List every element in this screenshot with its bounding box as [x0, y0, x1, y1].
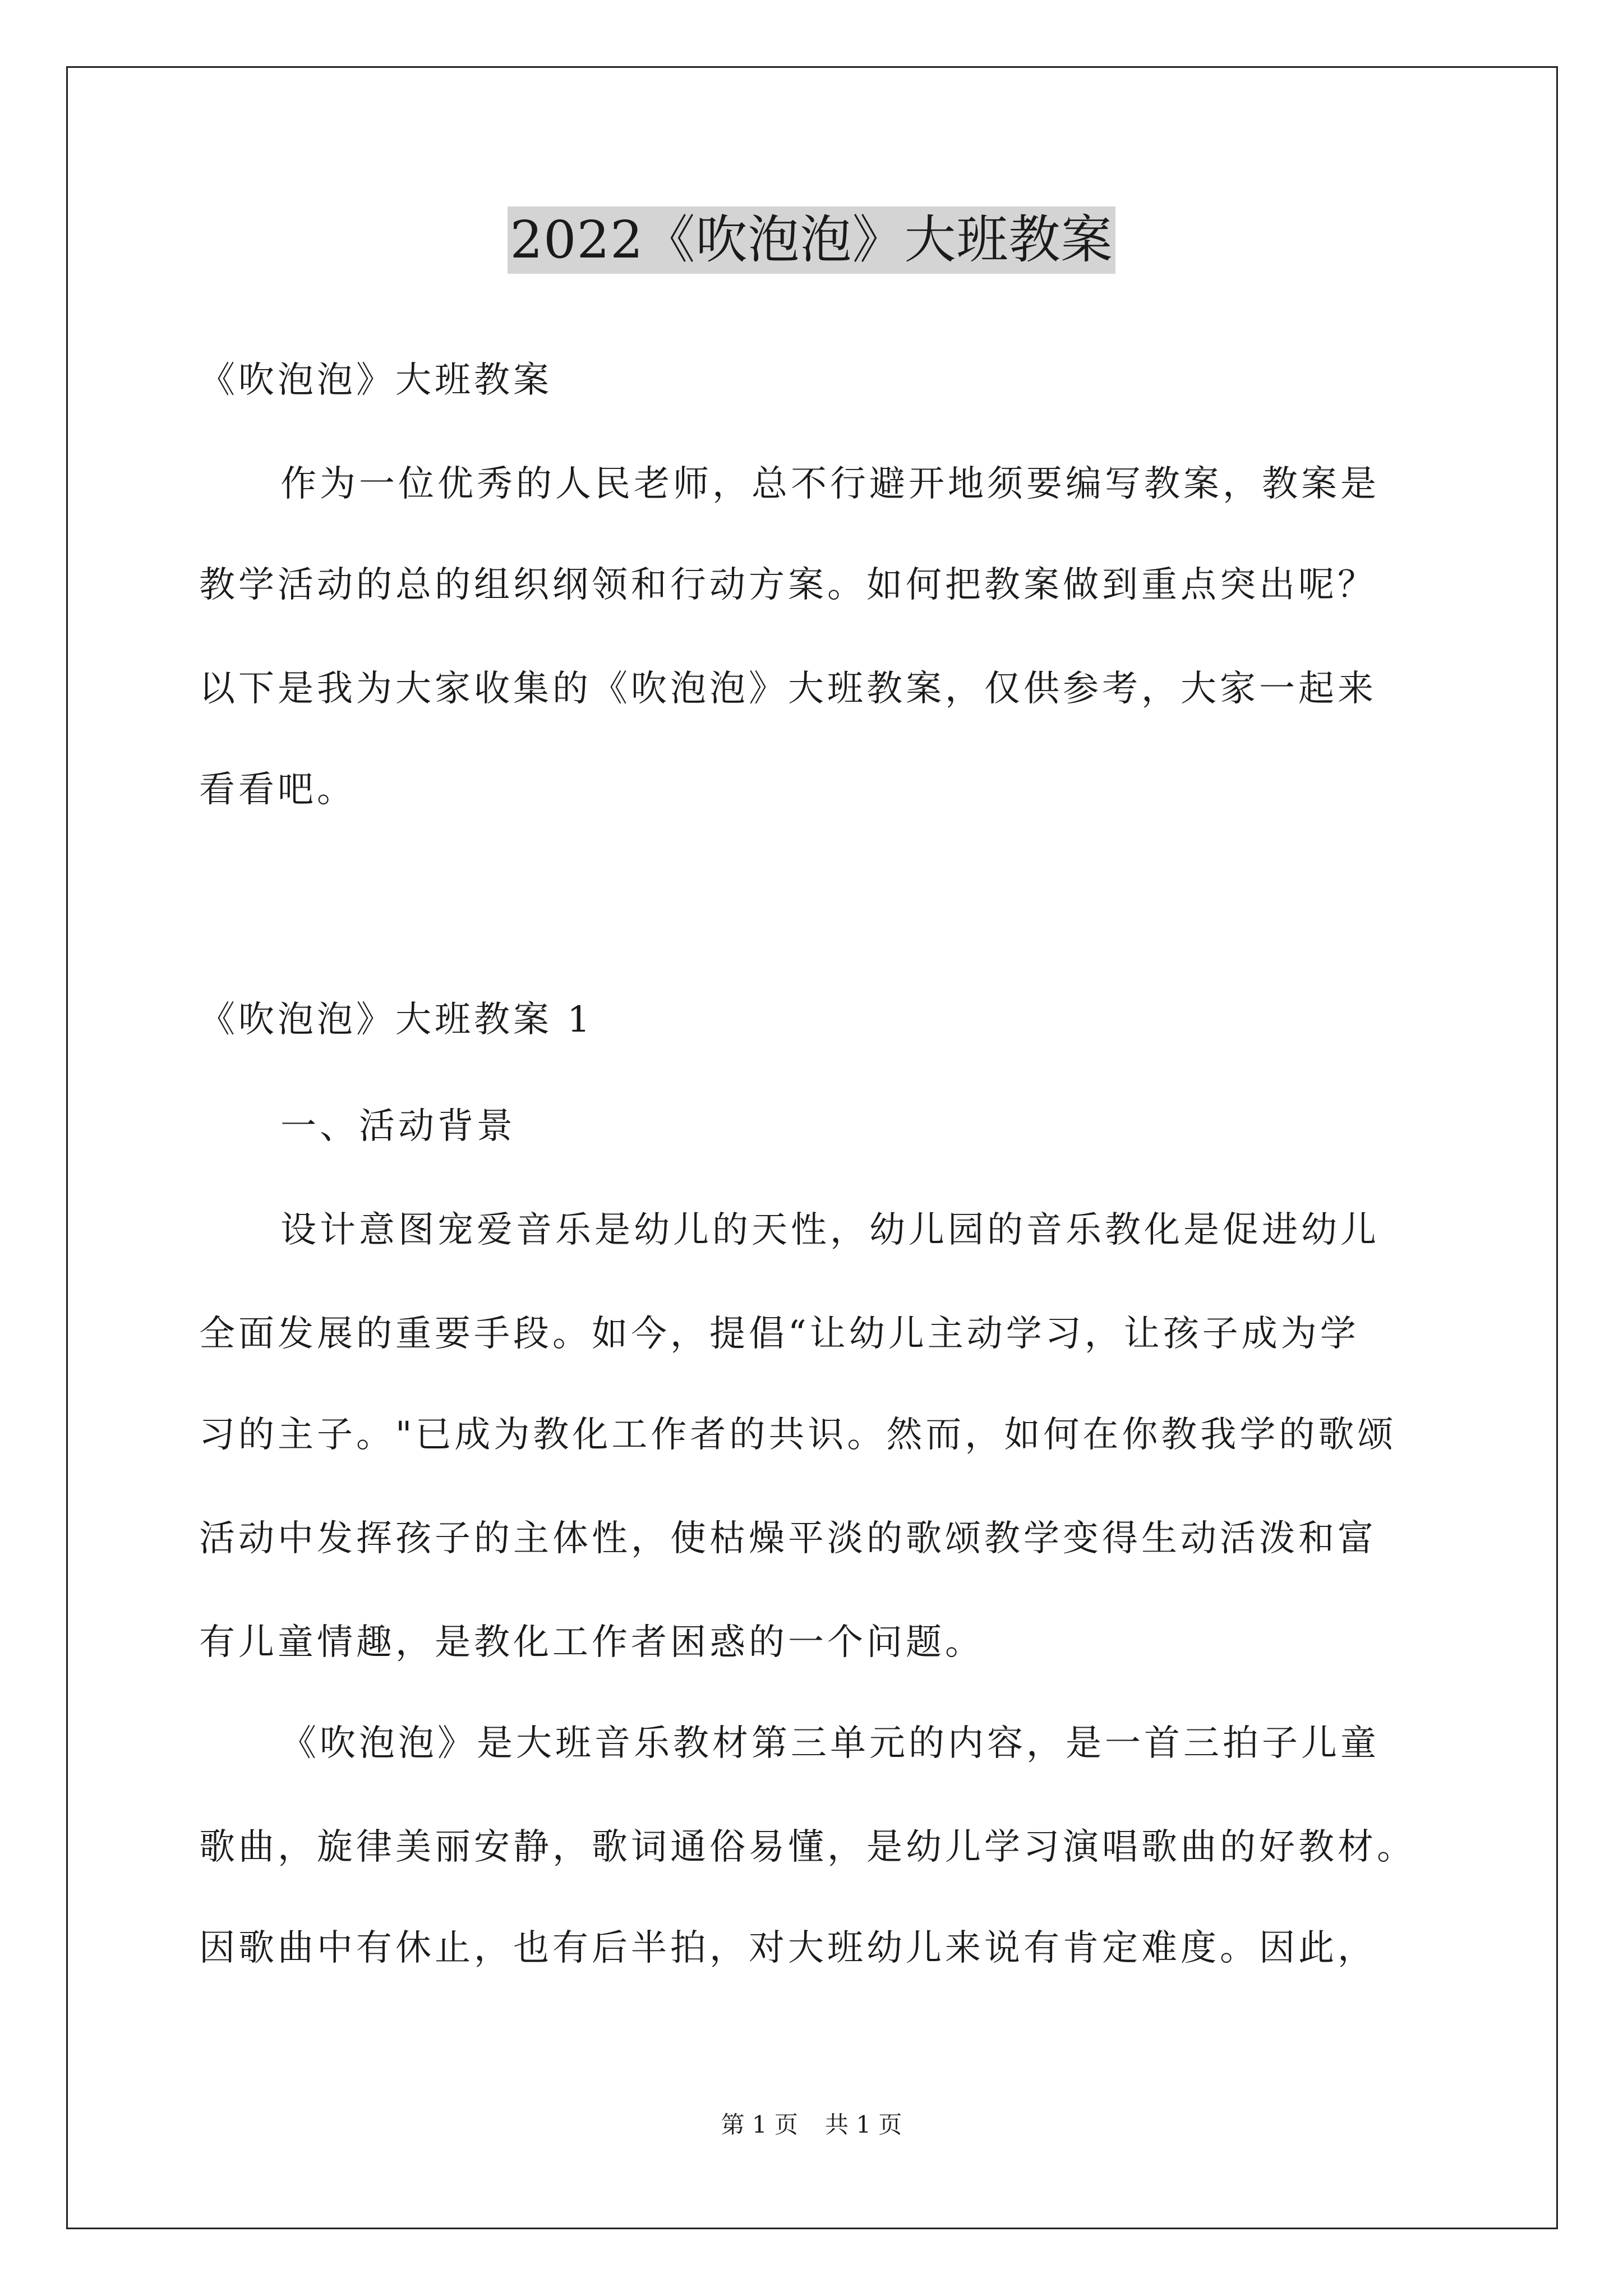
section-title: 《吹泡泡》大班教案 1: [199, 999, 594, 1041]
paragraph-line: 因歌曲中有休止，也有后半拍，对大班幼儿来说有肯定难度。因此，: [199, 1927, 1377, 1969]
total-pages: 共 1 页: [825, 2111, 902, 2138]
paragraph-line: 设计意图宠爱音乐是幼儿的天性，幼儿园的音乐教化是促进幼儿: [280, 1209, 1380, 1251]
page-footer: [0, 2109, 1623, 2141]
paragraph-line: 全面发展的重要手段。如今，提倡“让幼儿主动学习，让孩子成为学: [199, 1313, 1359, 1355]
paragraph-line: 歌曲，旋律美丽安静，歌词通俗易懂，是幼儿学习演唱歌曲的好教材。: [199, 1826, 1416, 1868]
intro-line: 作为一位优秀的人民老师，总不行避开地须要编写教案，教案是: [280, 463, 1380, 505]
page-number: 第 1 页: [721, 2111, 798, 2138]
document-subtitle: 《吹泡泡》大班教案: [199, 360, 552, 401]
document-title-text: 2022《吹泡泡》大班教案: [508, 206, 1115, 274]
intro-line: 看看吧。: [199, 769, 356, 811]
heading-activity-background: 一、活动背景: [280, 1106, 516, 1147]
paragraph-line: 活动中发挥孩子的主体性，使枯燥平淡的歌颂教学变得生动活泼和富: [199, 1518, 1377, 1559]
intro-line: 以下是我为大家收集的《吹泡泡》大班教案，仅供参考，大家一起来: [199, 668, 1377, 710]
intro-line: 教学活动的总的组织纲领和行动方案。如何把教案做到重点突出呢？: [199, 564, 1377, 606]
paragraph-line: 有儿童情趣，是教化工作者困惑的一个问题。: [199, 1622, 984, 1663]
paragraph-line: 习的主子。"已成为教化工作者的共识。然而，如何在你教我学的歌颂: [199, 1414, 1397, 1456]
document-title: [0, 206, 1623, 274]
paragraph-line: 《吹泡泡》是大班音乐教材第三单元的内容，是一首三拍子儿童: [280, 1723, 1380, 1764]
